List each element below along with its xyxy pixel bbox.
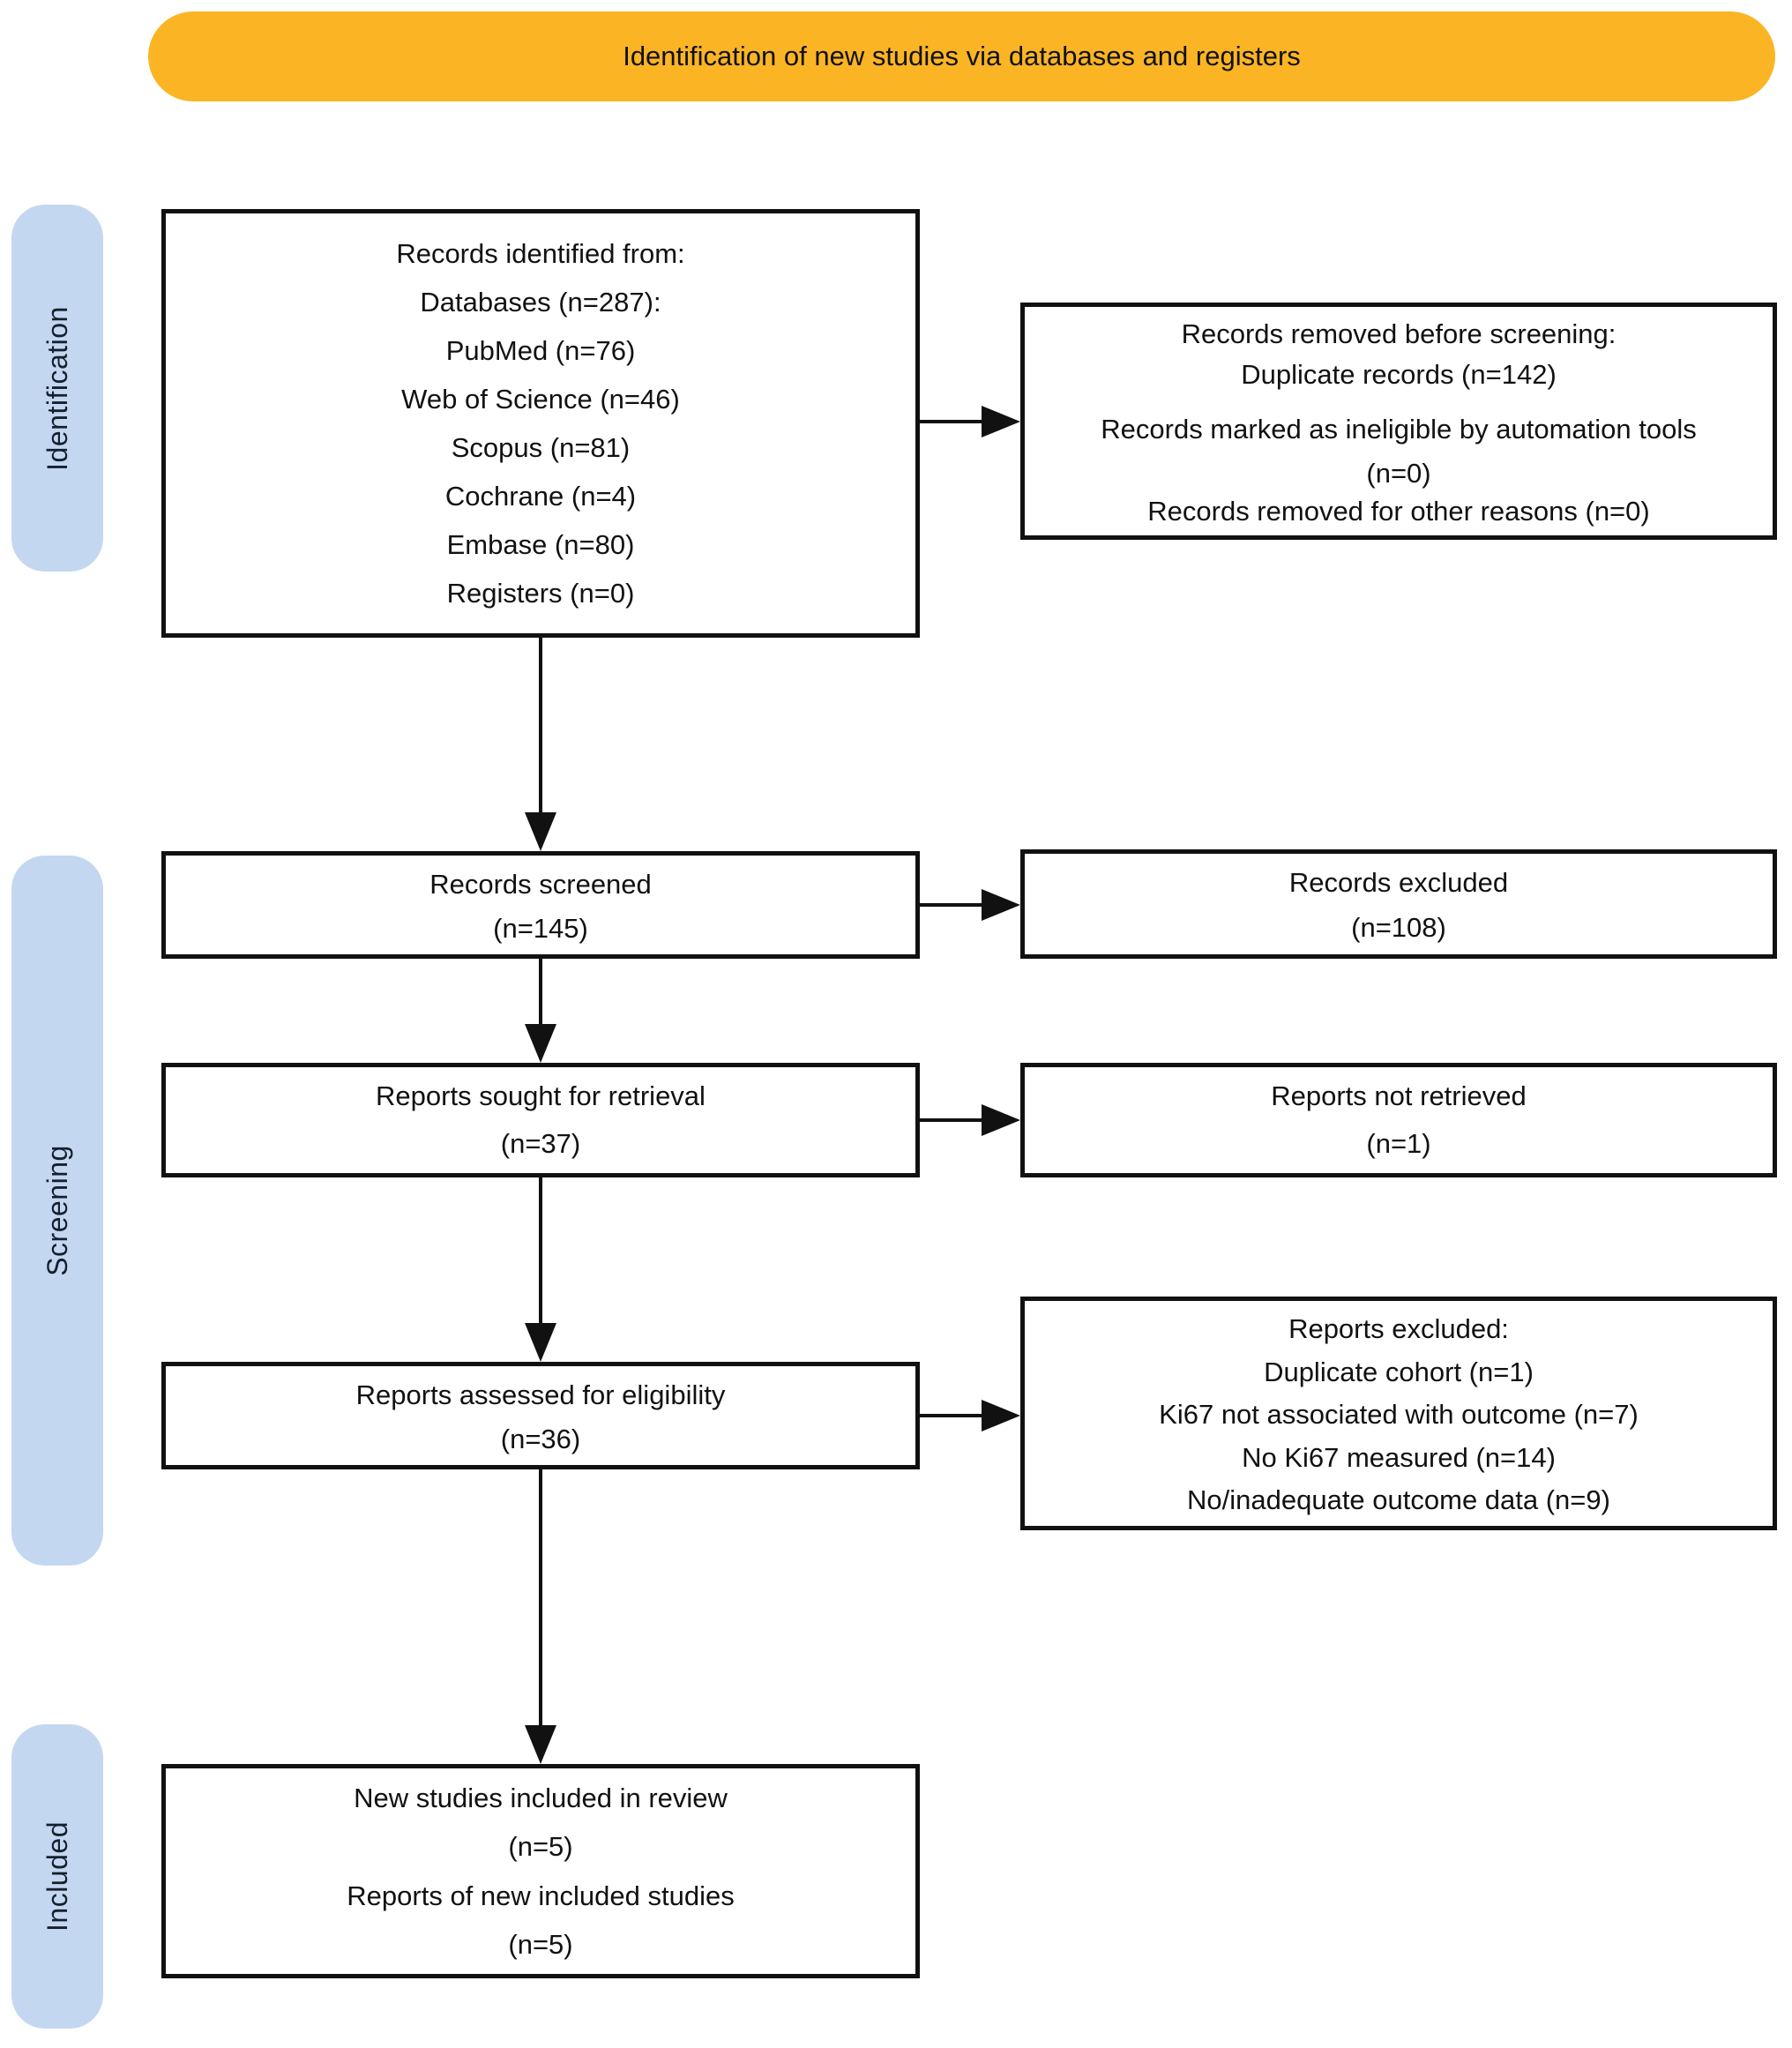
box-text-line: Records marked as ineligible by automation tools (n=0) <box>1101 413 1697 489</box>
stage-label-identification: Identification <box>41 305 73 471</box>
arrowhead-screened-to-sought <box>525 1024 556 1063</box>
arrowhead-assessed-to-included <box>525 1725 556 1764</box>
box-text-line: Duplicate records (n=142) <box>1241 359 1557 391</box>
box-text-line: Databases (n=287): <box>420 287 661 318</box>
arrowhead-identified-to-removed <box>982 406 1020 437</box>
box-text-line: Ki67 not associated with outcome (n=7) <box>1159 1399 1639 1431</box>
arrowhead-identified-to-screened <box>525 812 556 851</box>
box-text-line: Reports excluded: <box>1288 1313 1509 1345</box>
box-text-line: Scopus (n=81) <box>451 432 631 463</box>
box-text-line: (n=108) <box>1351 912 1446 943</box>
arrowhead-sought-to-assessed <box>525 1323 556 1362</box>
stage-label-screening: Screening <box>41 1145 73 1276</box>
arrowhead-screened-to-excluded <box>982 889 1020 921</box>
box-text-line: Records removed before screening: <box>1181 318 1617 349</box>
box-text-line: Registers (n=0) <box>446 578 635 609</box>
box-text-line: No Ki67 measured (n=14) <box>1242 1441 1556 1473</box>
box-text-line: Reports sought for retrieval <box>376 1080 706 1111</box>
banner-label: Identification of new studies via databases and registers <box>623 41 1301 71</box>
box-text-line: New studies included in review <box>354 1783 728 1813</box>
box-text-line: Records screened <box>429 869 652 900</box>
box-text-line: Reports assessed for eligibility <box>355 1379 726 1410</box>
box-text-line: Records identified from: <box>396 238 685 269</box>
box-text-line: (n=37) <box>500 1128 581 1159</box>
arrowhead-sought-to-not-retrieved <box>982 1104 1020 1136</box>
box-text-line: Web of Science (n=46) <box>401 384 680 415</box>
box-text-line: Cochrane (n=4) <box>444 481 637 512</box>
box-text-line: Reports not retrieved <box>1271 1080 1527 1111</box>
box-text-line: Records excluded <box>1288 867 1509 898</box>
box-text-line: (n=5) <box>508 1928 573 1960</box>
box-text-line: Reports of new included studies <box>347 1880 735 1911</box>
box-text-line: PubMed (n=76) <box>445 335 636 366</box>
box-text-line: Embase (n=80) <box>446 529 635 560</box>
stage-label-included: Included <box>41 1821 73 1932</box>
box-text-line: Duplicate cohort (n=1) <box>1264 1356 1534 1387</box>
box-text-line: (n=36) <box>500 1424 581 1454</box>
arrowhead-assessed-to-reports-excluded <box>982 1400 1020 1431</box>
box-text-line: (n=1) <box>1366 1128 1431 1159</box>
box-text-line: Records removed for other reasons (n=0) <box>1147 495 1650 527</box>
box-text-line: (n=145) <box>493 913 588 944</box>
box-text-line: No/inadequate outcome data (n=9) <box>1187 1484 1610 1516</box>
box-text-line: (n=5) <box>508 1831 573 1863</box>
